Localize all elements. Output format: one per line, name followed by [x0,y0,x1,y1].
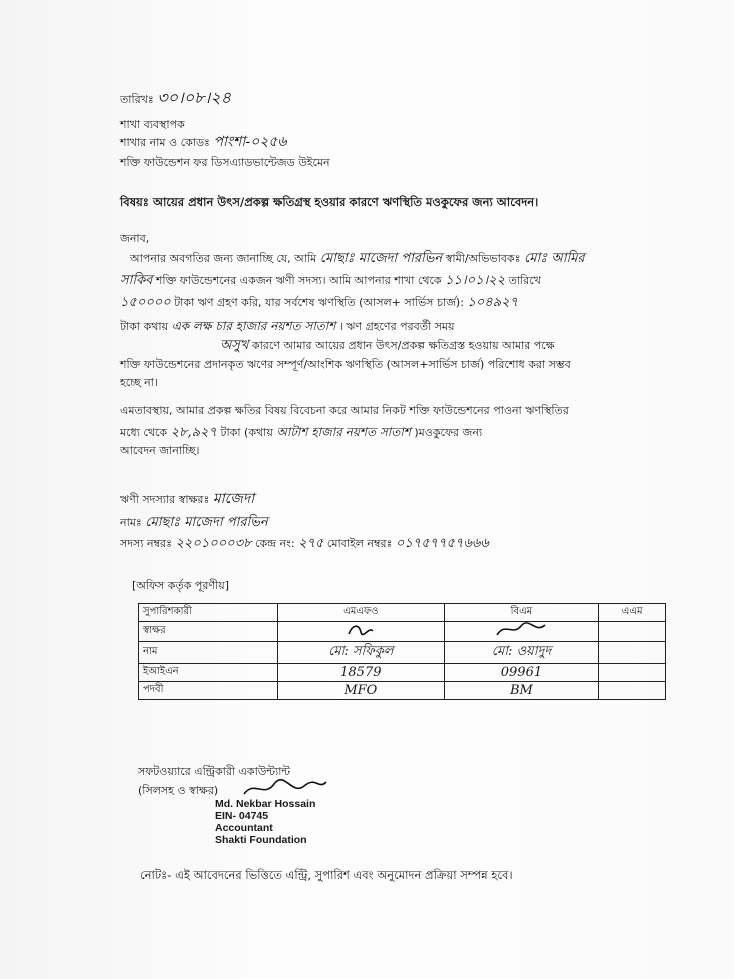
mobile-label: মোবাইল নম্বরঃ [326,537,393,550]
table-cell [599,622,666,642]
para1-text-e: টাকা ঋণ গ্রহণ করি, যার সর্বশেষ ঋণস্থিতি (আসল+ সার্ভিস চার্জ): [174,296,464,309]
table-cell: মো: ওয়াদুদ [444,642,599,664]
table-cell [599,682,666,700]
row-label: ইআইএন [139,664,278,682]
table-row [139,642,666,664]
subject-line: বিষয়ঃ আয়ের প্রধান উৎস/প্রকল্প ক্ষতিগ্রস্থ হওয়ার কারণে ঋণস্থিতি মওকুফের জন্য আবেদন। [120,195,539,209]
para1-text-f: টাকা কথায় [120,320,169,333]
table-cell [599,642,666,664]
husband-name-handwritten: মোঃ আমির [524,251,585,266]
recommendation-table [138,603,666,700]
stamp-name: Md. Nekbar Hossain [215,798,316,810]
balance-words-handwritten: এক লক্ষ চার হাজার নয়শত সাতাশ [171,319,336,333]
recipient-to: শাখা ব্যবস্থাপক [120,118,185,131]
table-header-row [139,604,666,622]
mfo-signature-cell [278,622,445,642]
branch-line [120,135,287,150]
member-number-line [120,537,489,551]
table-row [139,622,666,642]
table-cell: 18579 [278,664,445,682]
row-label: পদবী [139,682,278,700]
bm-signature [491,622,551,638]
table-cell: মো: সফিকুল [278,642,445,664]
member-sig-label: ঋণী সদস্যার স্বাক্ষরঃ [120,493,210,506]
para1-line4 [120,319,455,334]
stamp-ein: EIN- 04745 [215,810,269,822]
row-label: স্বাক্ষর [139,622,278,642]
para2-line1: এমতাবস্থায়, আমার প্রকল্প ক্ষতির বিষয় বিবেচনা করে আমার নিকট শক্তি ফাউন্ডেশনের পাওনা ঋণস্থিতির [120,404,569,417]
table-cell [599,664,666,682]
table-header-cell: এমএফও [278,604,445,622]
bm-signature-cell [444,622,599,642]
para1-line6: শক্তি ফাউন্ডেশনের প্রদানকৃত ঋণের সম্পূর্ণ/আংশিক ঋণস্থিতি (আসল+সার্ভিস চার্জ) পরিশোধ করা সম্ভব [120,358,571,371]
footer-note: নোটঃ- এই আবেদনের ভিত্তিতে এন্ট্রি, সুপারিশ এবং অনুমোদন প্রক্রিয়া সম্পন্ন হবে। [140,868,513,882]
branch-value: পাংশা-০২৫৬ [213,134,287,150]
member-name-label: নামঃ [120,516,142,529]
stamp-title: Accountant [215,822,273,834]
accountant-stamp [215,798,315,846]
para1-line7: হচ্ছে না। [120,376,158,389]
para1-text-g: । ঋণ গ্রহণের পরবর্তী সময় [338,320,455,333]
center-value: ২৭৫ [298,536,324,551]
para1-text-c: শক্তি ফাউন্ডেশনের একজন ঋণী সদস্য। আমি আপনার শাখা থেকে [155,274,442,287]
recipient-org: শক্তি ফাউন্ডেশন ফর ডিসএ্যাডভান্টেজড উইমেন [120,156,330,169]
loan-date-handwritten: ১১।০১।২২ [445,273,506,288]
para2-text-c: )মওকুফের জন্য [414,426,483,439]
member-no-label: সদস্য নম্বরঃ [120,537,172,550]
member-no-value: ২২০১০০০৩৮ [175,536,252,551]
para2-line2 [120,425,482,440]
para2-text-a: মধ্যে থেকে [120,426,168,439]
stamp-org: Shakti Foundation [215,834,307,846]
balance-handwritten: ১০৪৯২৭ [467,295,519,310]
reason-handwritten: অসুখ [220,338,249,353]
table-cell: MFO [278,682,445,700]
table-cell: BM [444,682,599,700]
center-label: কেন্দ্র নং: [255,537,295,550]
waive-words-handwritten: আটাশ হাজার নয়শত সাতাশ [276,425,411,439]
table-row [139,682,666,700]
member-signature: মাজেদা [212,491,255,507]
para1-text-h: কারণে আমার আয়ের প্রধান উৎস/প্রকল্প ক্ষতিগ্রস্ত হওয়ায় আমার পক্ষে [251,339,555,352]
para1-line2 [120,274,541,288]
date-line [120,88,232,107]
table-header-cell: এএম [599,604,666,622]
member-name-handwritten: মোছাঃ মাজেদা পারভিন [319,251,443,266]
table-header-cell: সুপারিশকারী [139,604,278,622]
para2-text-b: টাকা (কথায় [220,426,273,439]
salutation: জনাব, [120,232,150,245]
table-header-cell: বিএম [444,604,599,622]
village-handwritten: সাকিব [120,273,153,288]
accountant-line2: (সিলসহ ও স্বাক্ষর) [138,784,219,797]
accountant-line1: সফটওয়্যারে এন্ট্রিকারী একাউন্ট্যান্ট [138,765,291,778]
para1-text-a: আপনার অবগতির জন্য জানাচ্ছি যে, আমি [130,252,317,265]
date-label: তারিখঃ [120,93,154,106]
para1-line5 [120,339,555,353]
table-cell: 09961 [444,664,599,682]
loan-amount-handwritten: ১৫০০০০ [120,295,171,310]
mobile-value: ০১৭৫৭৭৫৭৬৬৬ [395,536,489,551]
branch-label: শাখার নাম ও কোডঃ [120,136,210,149]
member-name-value: মোছাঃ মাজেদা পারভিন [145,515,268,530]
member-signature-line [120,492,254,507]
table-row [139,664,666,682]
member-name-line [120,516,268,530]
date-value: ৩০।০৮।২৪ [157,88,232,107]
waive-amount-handwritten: ২৮,৯২৭ [170,425,217,440]
row-label: নাম [139,642,278,664]
accountant-signature [240,778,330,800]
mfo-signature [341,622,381,638]
para1-line3 [120,296,518,310]
para1-text-d: তারিখে [508,274,541,287]
para1-line1 [130,252,585,266]
para1-text-b: স্বামী/অভিভাবকঃ [445,252,521,265]
office-use-note: [অফিস কর্তৃক পূরণীয়] [132,579,229,592]
para2-line3: আবেদন জানাচ্ছি। [120,444,200,457]
